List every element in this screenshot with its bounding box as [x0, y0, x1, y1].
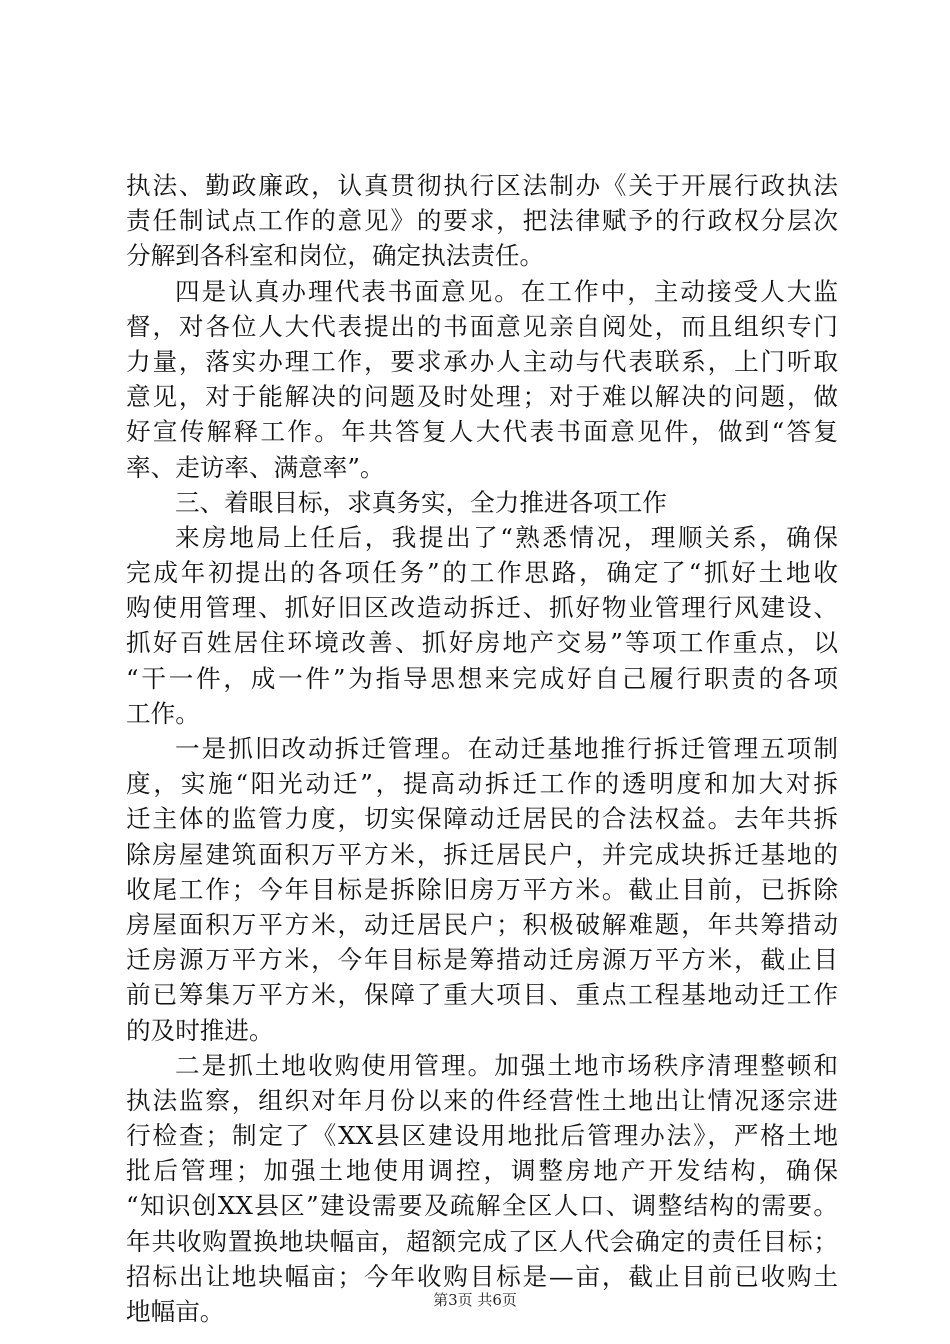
text-line: 招标出让地块幅亩；今年收购目标是—亩，截止目前已收购土 [126, 1261, 838, 1291]
text-line: 抓好百姓居住环境改善、抓好房地产交易”等项工作重点，以 [126, 628, 838, 658]
text-line: 购使用管理、抓好旧区改造动拆迁、抓好物业管理行风建设、 [126, 593, 838, 623]
text-line: 的及时推进。 [126, 1015, 274, 1045]
text-line: 度，实施“阳光动迁”，提高动拆迁工作的透明度和加大对拆 [126, 769, 838, 799]
text-line: 四是认真办理代表书面意见。在工作中，主动接受人大监 [175, 276, 838, 306]
text-line: 年共收购置换地块幅亩，超额完成了区人代会确定的责任目标； [126, 1226, 838, 1256]
text-line: 督，对各位人大代表提出的书面意见亲自阅处，而且组织专门 [126, 311, 838, 341]
text-line: 迁主体的监管力度，切实保障动迁居民的合法权益。去年共拆 [126, 804, 838, 834]
text-line: 批后管理；加强土地使用调控，调整房地产开发结构，确保 [126, 1156, 838, 1186]
text-line: 前已筹集万平方米，保障了重大项目、重点工程基地动迁工作 [126, 980, 838, 1010]
text-line: 房屋面积万平方米，动迁居民户；积极破解难题，年共筹措动 [126, 909, 838, 939]
text-line: 率、走访率、满意率”。 [126, 452, 385, 482]
text-line: 二是抓土地收购使用管理。加强土地市场秩序清理整顿和 [175, 1050, 838, 1080]
text-line: 执法、勤政廉政，认真贯彻执行区法制办《关于开展行政执法 [126, 171, 838, 200]
text-line: 好宣传解释工作。年共答复人大代表书面意见件，做到“答复 [126, 417, 838, 447]
text-line: 一是抓旧改动拆迁管理。在动迁基地推行拆迁管理五项制 [175, 734, 838, 763]
text-line: 三、着眼目标，求真务实，全力推进各项工作 [175, 487, 667, 517]
text-line: “干一件，成一件”为指导思想来完成好自己履行职责的各项 [126, 663, 838, 693]
text-line: 意见，对于能解决的问题及时处理；对于难以解决的问题，做 [126, 382, 838, 412]
text-line: 分解到各科室和岗位，确定执法责任。 [126, 241, 545, 271]
text-line: 执法监察，组织对年月份以来的件经营性土地出让情况逐宗进 [126, 1085, 838, 1115]
text-line: 责任制试点工作的意见》的要求，把法律赋予的行政权分层次 [126, 206, 838, 236]
text-line: 除房屋建筑面积万平方米，拆迁居民户，并完成块拆迁基地的 [126, 839, 838, 869]
text-line: 地幅亩。 [126, 1297, 225, 1326]
text-line: 来房地局上任后，我提出了“熟悉情况，理顺关系，确保 [175, 522, 838, 552]
text-line: “知识创XX县区”建设需要及疏解全区人口、调整结构的需要。 [126, 1191, 838, 1221]
document-body [126, 168, 838, 1329]
text-line: 完成年初提出的各项任务”的工作思路，确定了“抓好土地收 [126, 558, 838, 588]
text-line: 工作。 [126, 698, 200, 728]
text-line: 力量，落实办理工作，要求承办人主动与代表联系，上门听取 [126, 346, 838, 376]
text-line: 收尾工作；今年目标是拆除旧房万平方米。截止目前，已拆除 [126, 874, 838, 904]
page-footer: 第3页 共6页 [433, 1291, 517, 1309]
text-line: 迁房源万平方米，今年目标是筹措动迁房源万平方米，截止目 [126, 945, 838, 975]
text-line: 行检查；制定了《XX县区建设用地批后管理办法》，严格土地 [126, 1121, 838, 1151]
